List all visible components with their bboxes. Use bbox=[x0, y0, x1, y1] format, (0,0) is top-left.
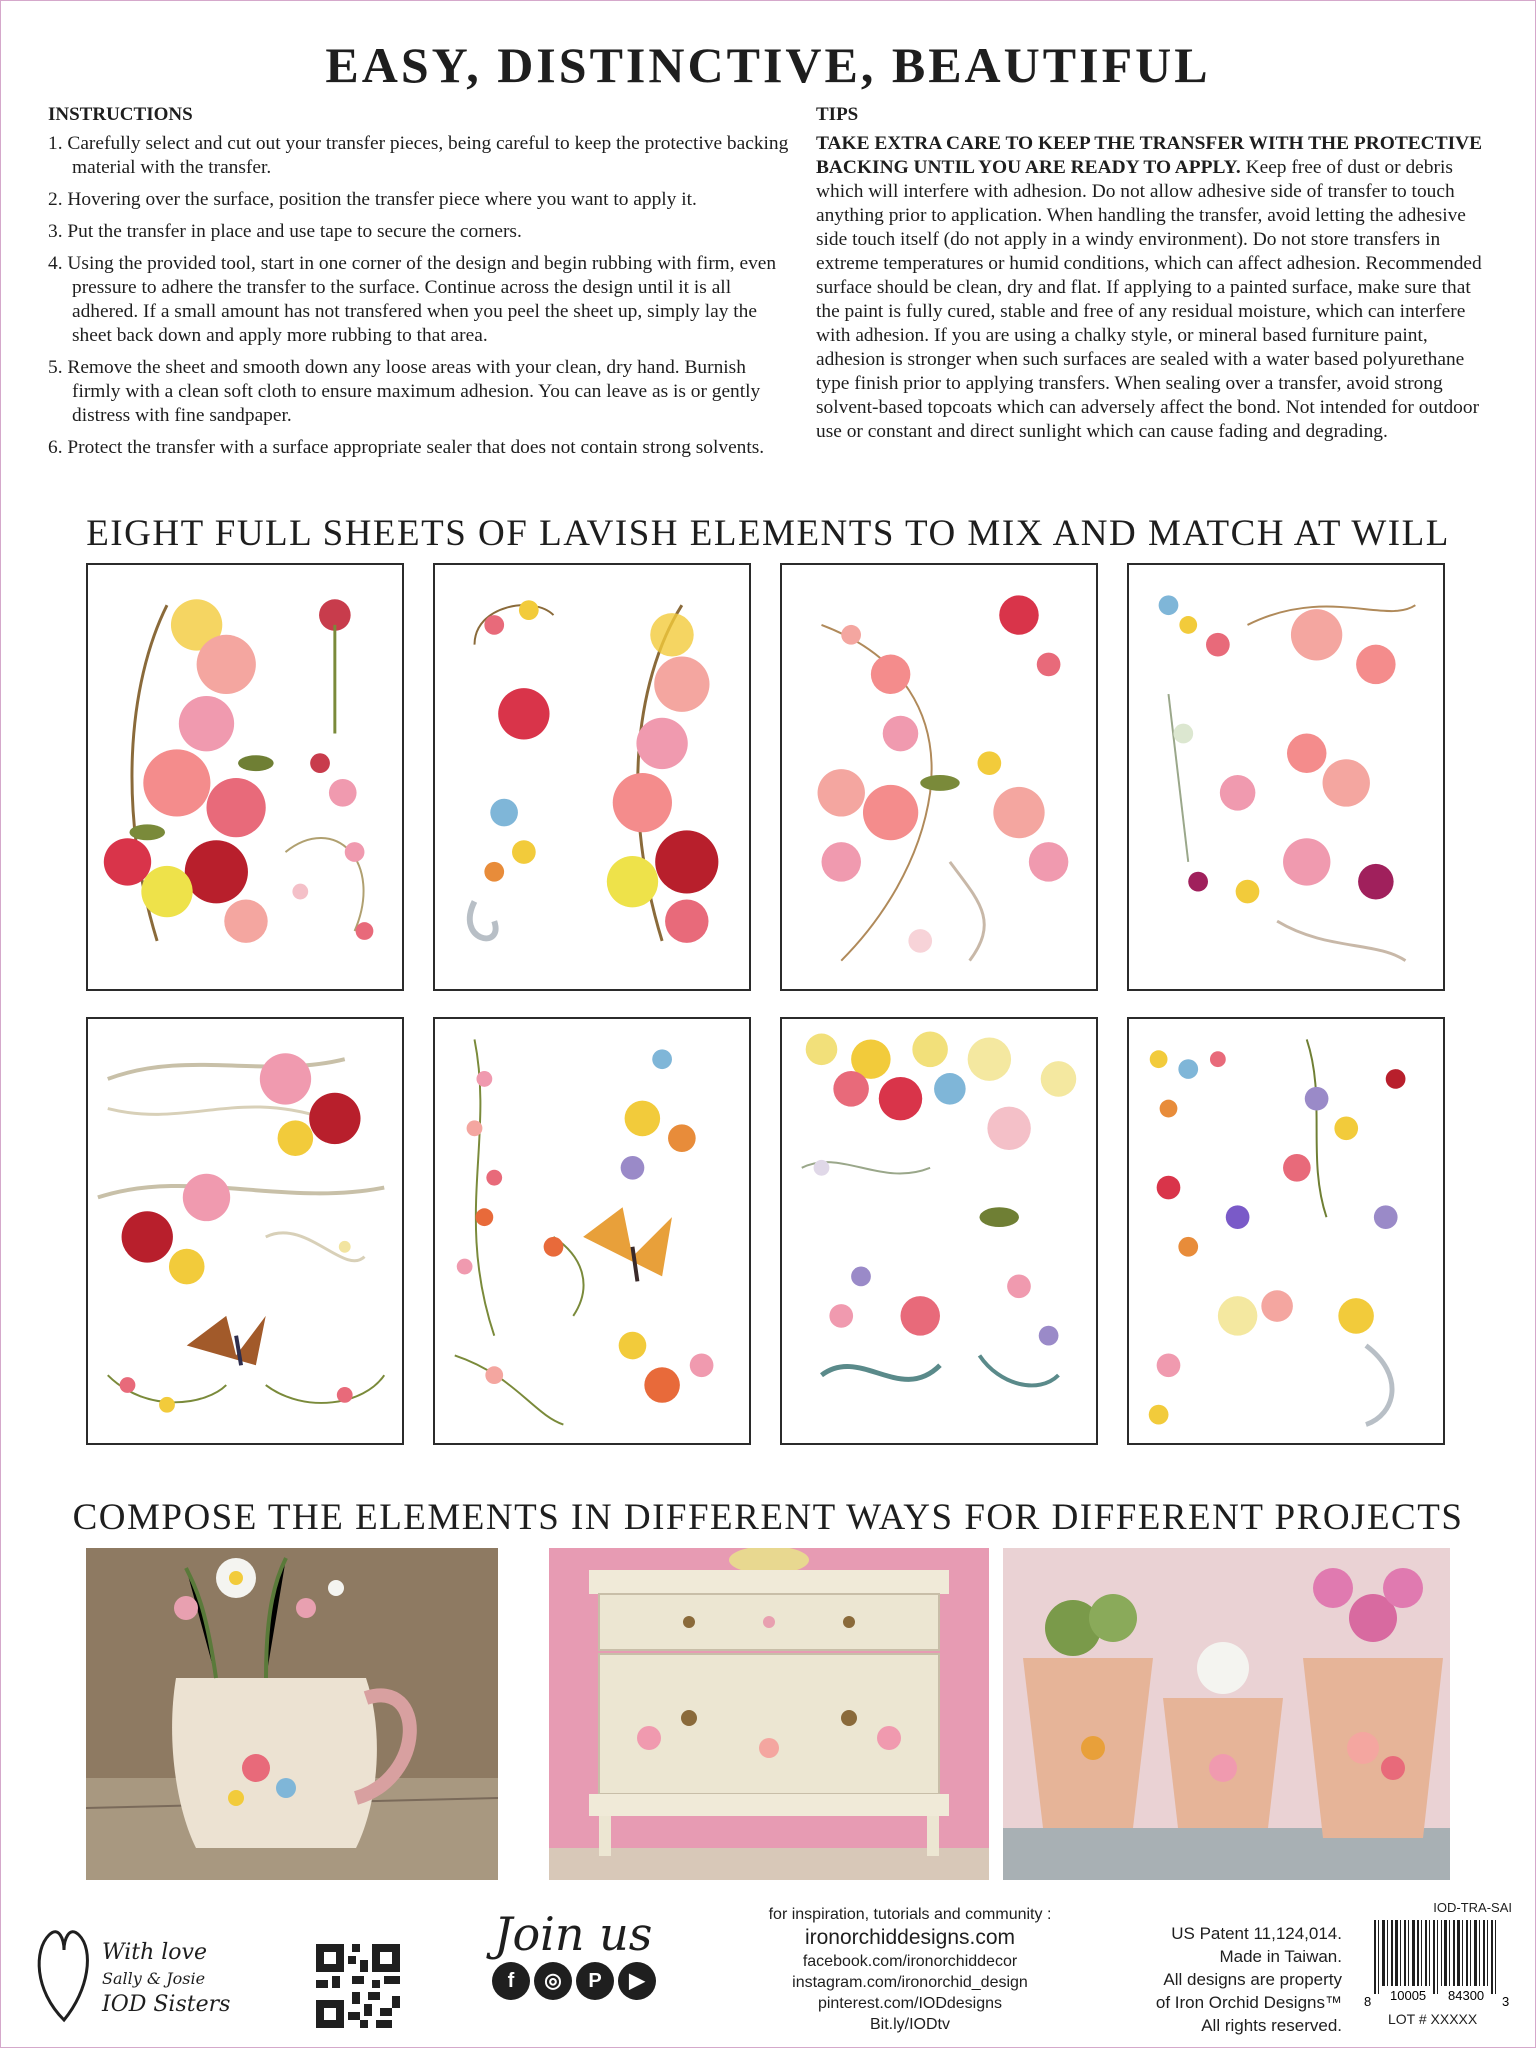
instruction-step: 1. Carefully select and cut out your transfer pieces, being careful to keep the protective backing material with the transfer. bbox=[48, 133, 789, 178]
youtube-icon[interactable]: ▶ bbox=[618, 1962, 656, 2000]
company-text: of Iron Orchid Designs™ bbox=[1155, 1993, 1342, 2012]
tips-heading: TIPS bbox=[816, 104, 859, 125]
join-us bbox=[464, 1906, 694, 2000]
instruction-step: 2. Hovering over the surface, position the transfer piece where you want to apply it. bbox=[48, 189, 697, 210]
sheet-4-art bbox=[1129, 565, 1443, 989]
instagram-link[interactable]: instagram.com/ironorchid_design bbox=[792, 1974, 1028, 1991]
sheet-1-art bbox=[88, 565, 402, 989]
instruction-step: 6. Protect the transfer with a surface appropriate sealer that does not contain strong solvents. bbox=[48, 437, 765, 458]
qr-code-icon bbox=[316, 1944, 400, 2028]
barcode bbox=[1362, 1918, 1512, 2010]
rights-text: All rights reserved. bbox=[1201, 2016, 1342, 2035]
transfer-sheet-1 bbox=[86, 563, 404, 991]
instructions-section bbox=[48, 104, 798, 468]
compose-heading: COMPOSE THE ELEMENTS IN DIFFERENT WAYS FOR DIFFERENT PROJECTS bbox=[72, 1497, 1464, 1538]
transfer-sheet-6 bbox=[433, 1017, 751, 1445]
legal-info bbox=[1110, 1922, 1342, 2037]
instructions-heading: INSTRUCTIONS bbox=[48, 104, 193, 125]
instruction-step: 4. Using the provided tool, start in one corner of the design and begin rubbing with firm, even pressure to adhere the transfer to the surface. Continue across the design until it is all adhered. If a small amount has not transfered when you peel the sheet up, simply lay the sheet back down and apply more rubbing to that area. bbox=[48, 253, 777, 346]
barcode-digit-right: 3 bbox=[1502, 1994, 1510, 2009]
sheet-8-art bbox=[1129, 1019, 1443, 1443]
sheet-2-art bbox=[435, 565, 749, 989]
youtube-link[interactable]: Bit.ly/IODtv bbox=[869, 2016, 950, 2033]
instruction-step: 3. Put the transfer in place and use tape to secure the corners. bbox=[48, 221, 522, 242]
tips-bold-lead: TAKE EXTRA CARE TO KEEP THE TRANSFER WITH THE PROTECTIVE BACKING UNTIL YOU ARE READY TO APPLY. bbox=[816, 133, 1483, 178]
sku-text: IOD-TRA-SAI bbox=[1433, 1900, 1512, 1915]
transfer-sheet-3 bbox=[780, 563, 1098, 991]
pinterest-icon[interactable]: P bbox=[576, 1962, 614, 2000]
sheet-6-art bbox=[435, 1019, 749, 1443]
product-label bbox=[1362, 1900, 1512, 2028]
community-links bbox=[760, 1904, 1060, 2035]
signature bbox=[34, 1920, 244, 2040]
transfer-sheet-8 bbox=[1127, 1017, 1445, 1445]
barcode-digit-left: 8 bbox=[1364, 1994, 1372, 2009]
tips-body: Keep free of dust or debris which will interfere with adhesion. Do not allow adhesive side of transfer to touch anything prior to application. When handling the transfer, avoid letting the adhesive side touch itself (do not apply in a windy environment). Do not store transfers in extreme temperatures or humid conditions, which can affect adhesion. Recommended surface should be clean, dry and flat. If applying to a painted surface, make sure that the paint is fully cured, stable and free of any residual moisture, which can interfere with adhesion. If you are using a chalky style, or mineral based furniture paint, adhesion is stronger when such surfaces are sealed with a water based polyurethane type finish prior to applying transfers. When sealing over a transfer, avoid strong solvent-based topcoats which can adversely affect the bond. Not intended for outdoor use or constant and direct sunlight which can cause fading and degrading. bbox=[816, 157, 1482, 442]
barcode-digits-1: 10005 bbox=[1390, 1988, 1427, 2003]
dresser-photo-art bbox=[549, 1548, 989, 1880]
page-title: EASY, DISTINCTIVE, BEAUTIFUL bbox=[325, 37, 1211, 93]
join-us-label: Join us bbox=[494, 1907, 653, 1961]
signature-text bbox=[102, 1940, 230, 2018]
dresser-photo bbox=[549, 1548, 989, 1880]
tips-text bbox=[816, 132, 1490, 444]
flowerpots-photo bbox=[1003, 1548, 1450, 1880]
heart-icon bbox=[34, 1920, 94, 2030]
signature-line-1: With love bbox=[102, 1940, 207, 1965]
website-link[interactable]: ironorchiddesigns.com bbox=[804, 1926, 1016, 1949]
patent-text: US Patent 11,124,014. bbox=[1171, 1924, 1342, 1943]
sheet-5-art bbox=[88, 1019, 402, 1443]
sheet-3-art bbox=[782, 565, 1096, 989]
facebook-icon[interactable]: f bbox=[492, 1962, 530, 2000]
pinterest-link[interactable]: pinterest.com/IODdesigns bbox=[817, 1995, 1003, 2012]
sheets-heading: EIGHT FULL SHEETS OF LAVISH ELEMENTS TO MIX AND MATCH AT WILL bbox=[86, 513, 1450, 554]
barcode-digits-2: 84300 bbox=[1448, 1988, 1485, 2003]
flowerpots-photo-art bbox=[1003, 1548, 1450, 1880]
signature-line-2: Sally & Josie bbox=[102, 1969, 206, 1988]
tips-section bbox=[816, 104, 1490, 444]
qr-code[interactable] bbox=[316, 1944, 400, 2028]
transfer-sheet-5 bbox=[86, 1017, 404, 1445]
community-intro: for inspiration, tutorials and community : bbox=[768, 1906, 1052, 1923]
facebook-link[interactable]: facebook.com/ironorchiddecor bbox=[802, 1953, 1018, 1970]
transfer-sheet-2 bbox=[433, 563, 751, 991]
sheet-7-art bbox=[782, 1019, 1096, 1443]
transfer-sheet-7 bbox=[780, 1017, 1098, 1445]
pitcher-photo bbox=[86, 1548, 498, 1880]
property-text: All designs are property bbox=[1163, 1970, 1342, 1989]
signature-line-3: IOD Sisters bbox=[102, 1992, 231, 2017]
instruction-step: 5. Remove the sheet and smooth down any loose areas with your clean, dry hand. Burnish firmly with a clean soft cloth to ensure maximum adhesion. You can leave as is or gently distress with fine sandpaper. bbox=[48, 357, 761, 426]
social-icons bbox=[464, 1962, 694, 2000]
lot-number: LOT # XXXXX bbox=[1388, 2011, 1478, 2027]
instructions-list bbox=[48, 132, 798, 460]
made-in-text: Made in Taiwan. bbox=[1219, 1947, 1342, 1966]
transfer-sheet-4 bbox=[1127, 563, 1445, 991]
instagram-icon[interactable]: ◎ bbox=[534, 1962, 572, 2000]
pitcher-photo-art bbox=[86, 1548, 498, 1880]
